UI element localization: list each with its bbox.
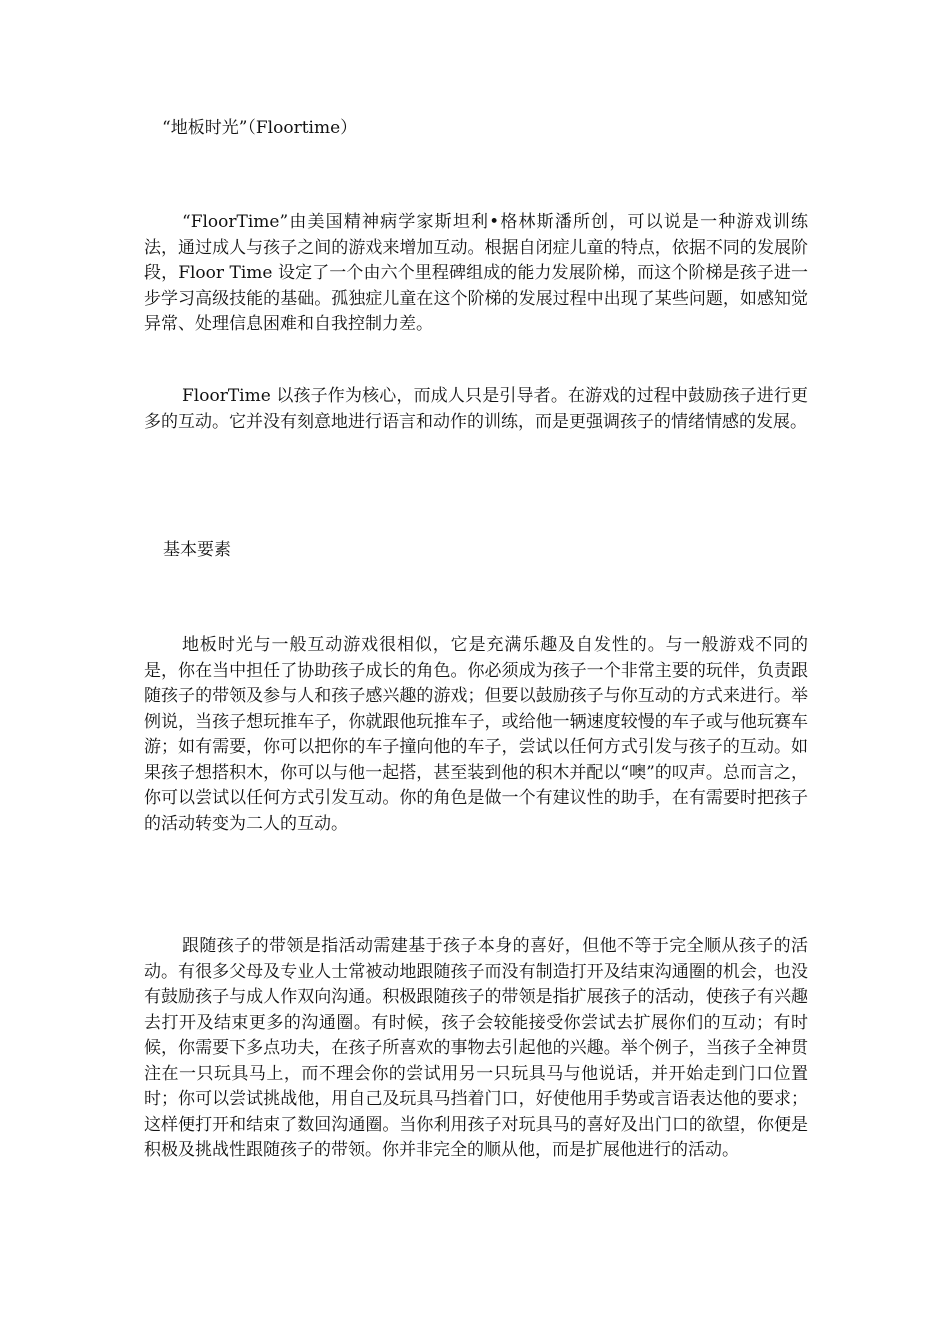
section-heading: 基本要素 <box>163 540 231 560</box>
document-title: “地板时光”（Floortime） <box>162 118 358 138</box>
intro-paragraph: “FloorTime”由美国精神病学家斯坦利•格林斯潘所创，可以说是一种游戏训练法，通过成人与孩子之间的游戏来增加互动。根据自闭症儿童的特点，依据不同的发展阶段，Floor Time 设定了一个由六个里程碑组成的能力发展阶梯，而这个阶梯是孩子进一步学习高级技能的基础。孤独症儿童在这个阶梯的发展过程中出现了某些问题，如感知觉异常、处理信息困难和自我控制力差。 <box>144 212 808 334</box>
elements-paragraph: 地板时光与一般互动游戏很相似，它是充满乐趣及自发性的。与一般游戏不同的是，你在当中担任了协助孩子成长的角色。你必须成为孩子一个非常主要的玩伴，负责跟随孩子的带领及参与人和孩子感兴趣的游戏；但要以鼓励孩子与你互动的方式来进行。举例说，当孩子想玩推车子，你就跟他玩推车子，或给他一辆速度较慢的车子或与他玩赛车游；如有需要，你可以把你的车子撞向他的车子，尝试以任何方式引发与孩子的互动。如果孩子想搭积木，你可以与他一起搭，甚至装到他的积木并配以“噢”的叹声。总而言之，你可以尝试以任何方式引发互动。你的角色是做一个有建议性的助手，在有需要时把孩子的活动转变为二人的互动。 <box>144 635 808 834</box>
core-principle-paragraph: FloorTime 以孩子作为核心，而成人只是引导者。在游戏的过程中鼓励孩子进行更多的互动。它并没有刻意地进行语言和动作的训练，而是更强调孩子的情绪情感的发展。 <box>144 386 808 432</box>
follow-lead-paragraph: 跟随孩子的带领是指活动需建基于孩子本身的喜好，但他不等于完全顺从孩子的活动。有很多父母及专业人士常被动地跟随孩子而没有制造打开及结束沟通圈的机会，也没有鼓励孩子与成人作双向沟通。积极跟随孩子的带领是指扩展孩子的活动，使孩子有兴趣去打开及结束更多的沟通圈。有时候，孩子会较能接受你尝试去扩展你们的互动；有时候，你需要下多点功夫，在孩子所喜欢的事物去引起他的兴趣。举个例子，当孩子全神贯注在一只玩具马上，而不理会你的尝试用另一只玩具马与他说话，并开始走到门口位置时；你可以尝试挑战他，用自己及玩具马挡着门口，好使他用手势或言语表达他的要求；这样便打开和结束了数回沟通圈。当你利用孩子对玩具马的喜好及出门口的欲望，你便是积极及挑战性跟随孩子的带领。你并非完全的顺从他，而是扩展他进行的活动。 <box>144 936 808 1160</box>
